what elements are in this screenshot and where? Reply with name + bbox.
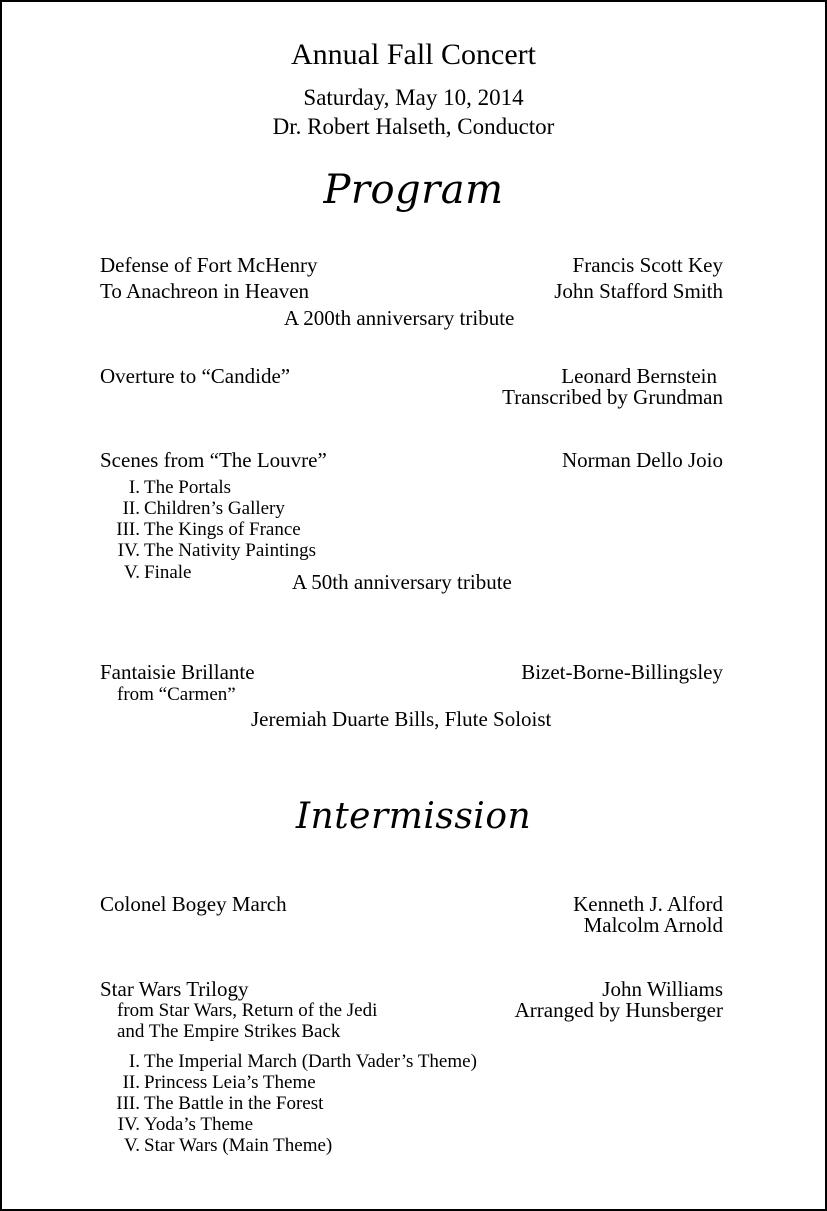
movement-name: Children’s Gallery: [144, 498, 285, 519]
piece-title-anachreon: To Anachreon in Heaven: [100, 279, 310, 303]
movement-name: The Battle in the Forest: [144, 1093, 324, 1114]
tribute-50th: A 50th anniversary tribute: [292, 570, 512, 594]
movement-number: II.: [122, 498, 140, 519]
movement-name: The Portals: [144, 477, 232, 498]
piece-composer-alford: Kenneth J. Alford: [573, 892, 723, 916]
movement-name: Princess Leia’s Theme: [144, 1072, 316, 1093]
soloist-line: Jeremiah Duarte Bills, Flute Soloist: [251, 707, 552, 731]
movement-name: Finale: [144, 562, 192, 583]
piece-composer-williams: John Williams: [602, 977, 723, 1001]
piece-arranger-hunsberger: Arranged by Hunsberger: [514, 998, 723, 1022]
piece-composer-bernstein: Leonard Bernstein: [561, 364, 717, 388]
movement-item: [102, 1073, 316, 1092]
piece-title-colonel-bogey: Colonel Bogey March: [100, 892, 287, 916]
movement-name: Yoda’s Theme: [144, 1114, 254, 1135]
movement-number: I.: [128, 477, 140, 498]
movement-number: V.: [123, 562, 140, 583]
piece-composer-key: Francis Scott Key: [572, 253, 723, 277]
movement-number: II.: [122, 1072, 140, 1093]
piece-title-candide: Overture to “Candide”: [100, 364, 291, 388]
program-heading: Program: [323, 167, 504, 213]
piece-composer-smith: John Stafford Smith: [554, 279, 723, 303]
concert-date: Saturday, May 10, 2014: [303, 85, 524, 110]
tribute-200th: A 200th anniversary tribute: [284, 306, 515, 330]
intermission-heading: Intermission: [295, 796, 532, 837]
movement-number: IV.: [117, 1114, 140, 1135]
piece-composer-bizet: Bizet-Borne-Billingsley: [521, 660, 723, 684]
movement-number: III.: [116, 1093, 140, 1114]
movement-item: [102, 541, 316, 560]
piece-subtitle-line1: from Star Wars, Return of the Jedi: [117, 1000, 378, 1021]
movement-item: [102, 1136, 332, 1155]
movement-name: Star Wars (Main Theme): [144, 1135, 333, 1156]
movement-item: [102, 1052, 477, 1071]
piece-title-star-wars: Star Wars Trilogy: [100, 977, 249, 1001]
movement-name: The Kings of France: [144, 519, 301, 540]
piece-title-louvre: Scenes from “The Louvre”: [100, 448, 327, 472]
movement-item: [102, 1115, 253, 1134]
movement-item: [102, 520, 301, 539]
piece-arranger-arnold: Malcolm Arnold: [583, 913, 723, 937]
piece-composer-dello-joio: Norman Dello Joio: [562, 448, 723, 472]
concert-title: Annual Fall Concert: [291, 38, 536, 71]
piece-arranger-grundman: Transcribed by Grundman: [502, 385, 723, 409]
piece-title-fantaisie: Fantaisie Brillante: [100, 660, 255, 684]
movement-number: III.: [116, 519, 140, 540]
movement-item: [102, 563, 192, 582]
movement-item: [102, 478, 231, 497]
conductor-line: Dr. Robert Halseth, Conductor: [272, 114, 555, 139]
movement-number: I.: [128, 1051, 140, 1072]
movement-name: The Nativity Paintings: [144, 540, 317, 561]
movement-number: IV.: [117, 540, 140, 561]
piece-title-fort-mchenry: Defense of Fort McHenry: [100, 253, 318, 277]
piece-subtitle-carmen: from “Carmen”: [117, 684, 236, 705]
movement-number: V.: [123, 1135, 140, 1156]
movement-item: [102, 499, 285, 518]
movement-item: [102, 1094, 323, 1113]
movement-name: The Imperial March (Darth Vader’s Theme): [144, 1051, 477, 1072]
piece-subtitle-line2: and The Empire Strikes Back: [117, 1021, 341, 1042]
